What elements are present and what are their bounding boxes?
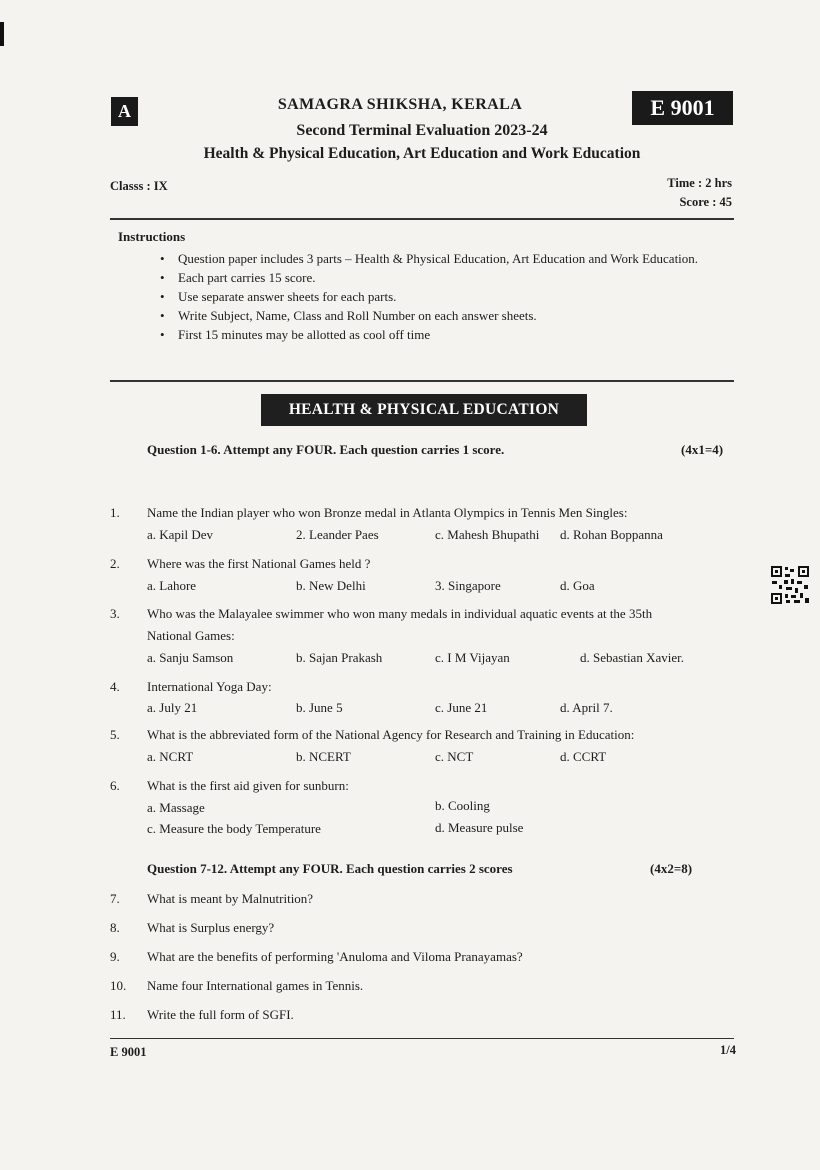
group-marks: (4x1=4): [681, 442, 724, 457]
set-label: A: [111, 97, 138, 126]
answer-option: c. NCT: [435, 749, 474, 764]
instructions-title: Instructions: [118, 229, 186, 244]
answer-option: b. June 5: [296, 700, 343, 715]
answer-option: c. I M Vijayan: [435, 650, 510, 665]
question-number: 8.: [110, 920, 120, 935]
board-title: SAMAGRA SHIKSHA, KERALA: [277, 96, 523, 113]
question-text: What is meant by Malnutrition?: [147, 891, 314, 906]
question-group-heading: Question 7-12. Attempt any FOUR. Each question carries 2 scores: [147, 861, 513, 876]
score-label: Score : 45: [679, 195, 732, 209]
answer-option: 3. Singapore: [435, 578, 501, 593]
answer-option: b. NCERT: [296, 749, 351, 764]
instructions-list: [160, 249, 735, 344]
instruction-item: • Write Subject, Name, Class and Roll Number on each answer sheets.: [160, 306, 735, 325]
answer-option: a. Sanju Samson: [147, 650, 234, 665]
answer-option: c. June 21: [435, 700, 488, 715]
answer-option: b. Sajan Prakash: [296, 650, 383, 665]
question-text: Write the full form of SGFI.: [147, 1007, 294, 1022]
question-number: 3.: [110, 606, 120, 621]
answer-option: d. CCRT: [560, 749, 607, 764]
question-number: 10.: [110, 978, 127, 993]
footer-paper-code: E 9001: [110, 1045, 147, 1059]
exam-title: Second Terminal Evaluation 2023-24: [296, 122, 548, 139]
question-text: What are the benefits of performing 'Anuloma and Viloma Pranayamas?: [147, 949, 523, 964]
instruction-item: • Use separate answer sheets for each parts.: [160, 287, 735, 306]
answer-option: a. Lahore: [147, 578, 197, 593]
time-label: Time : 2 hrs: [667, 176, 732, 190]
answer-option: a. Kapil Dev: [147, 527, 214, 542]
qr-code-icon: [770, 565, 810, 605]
answer-option: a. Massage: [147, 800, 205, 815]
question-text: What is the abbreviated form of the National Agency for Research and Training in Education:: [147, 727, 635, 742]
question-number: 4.: [110, 679, 120, 694]
instructions-divider: [110, 380, 734, 382]
answer-option: d. Goa: [560, 578, 595, 593]
answer-option: d. Measure pulse: [435, 820, 524, 835]
answer-option: d. April 7.: [560, 700, 613, 715]
question-number: 9.: [110, 949, 120, 964]
answer-option: b. New Delhi: [296, 578, 366, 593]
answer-option: 2. Leander Paes: [296, 527, 379, 542]
question-number: 7.: [110, 891, 120, 906]
question-text: International Yoga Day:: [147, 679, 272, 694]
answer-option: a. July 21: [147, 700, 198, 715]
answer-option: d. Rohan Boppanna: [560, 527, 663, 542]
question-text: Name four International games in Tennis.: [147, 978, 364, 993]
section-title: HEALTH & PHYSICAL EDUCATION: [261, 394, 587, 426]
answer-option: c. Mahesh Bhupathi: [435, 527, 540, 542]
instruction-item: • Question paper includes 3 parts – Health & Physical Education, Art Education and Work Education.: [160, 249, 735, 268]
scan-edge-mark: [0, 22, 4, 46]
subjects-title: Health & Physical Education, Art Education and Work Education: [203, 145, 641, 162]
instruction-item: • Each part carries 15 score.: [160, 268, 735, 287]
answer-option: d. Sebastian Xavier.: [580, 650, 684, 665]
question-number: 11.: [110, 1007, 126, 1022]
header-divider: [110, 218, 734, 220]
question-text: Who was the Malayalee swimmer who won many medals in individual aquatic events at the 35th: [147, 606, 653, 621]
paper-code: E 9001: [632, 91, 733, 125]
group-marks: (4x2=8): [650, 861, 693, 876]
footer-divider: [110, 1038, 734, 1039]
class-label: Classs : IX: [110, 179, 168, 193]
page-number: 1/4: [720, 1043, 736, 1057]
question-text: What is Surplus energy?: [147, 920, 275, 935]
instruction-item: • First 15 minutes may be allotted as cool off time: [160, 325, 735, 344]
answer-option: c. Measure the body Temperature: [147, 821, 321, 836]
answer-option: a. NCRT: [147, 749, 194, 764]
answer-option: b. Cooling: [435, 798, 490, 813]
question-text-continued: National Games:: [147, 628, 235, 643]
question-text: Name the Indian player who won Bronze medal in Atlanta Olympics in Tennis Men Singles:: [147, 505, 628, 520]
question-number: 5.: [110, 727, 120, 742]
question-number: 2.: [110, 556, 120, 571]
question-group-heading: Question 1-6. Attempt any FOUR. Each question carries 1 score.: [147, 442, 505, 457]
question-text: What is the first aid given for sunburn:: [147, 778, 349, 793]
question-number: 6.: [110, 778, 120, 793]
question-number: 1.: [110, 505, 120, 520]
question-text: Where was the first National Games held ?: [147, 556, 371, 571]
